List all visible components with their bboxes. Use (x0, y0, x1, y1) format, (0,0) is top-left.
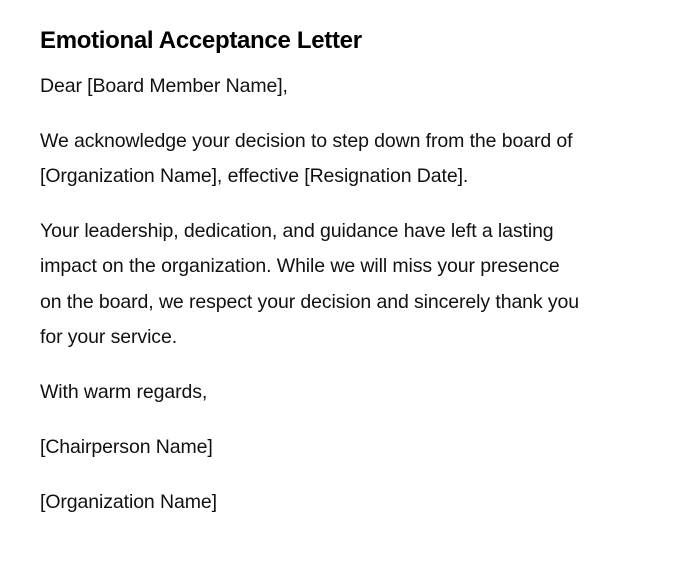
salutation: Dear [Board Member Name], (40, 75, 288, 97)
paragraph-line: for your service. (40, 325, 178, 348)
paragraph-line: [Organization Name], effective [Resignation Date]. (40, 165, 469, 188)
signer-name: [Chairperson Name] (40, 436, 213, 458)
signer-organization: [Organization Name] (40, 491, 217, 513)
paragraph-line: Your leadership, dedication, and guidance have left a lasting (40, 220, 554, 242)
paragraph-appreciation (40, 214, 579, 355)
paragraph-line: We acknowledge your decision to step down from the board of (40, 130, 573, 152)
letter-title: Emotional Acceptance Letter (40, 27, 362, 54)
paragraph-line: impact on the organization. While we will miss your presence (40, 255, 560, 278)
paragraph-line: on the board, we respect your decision and sincerely thank you (40, 290, 580, 313)
paragraph-acknowledgement (40, 124, 572, 195)
closing: With warm regards, (40, 381, 208, 403)
